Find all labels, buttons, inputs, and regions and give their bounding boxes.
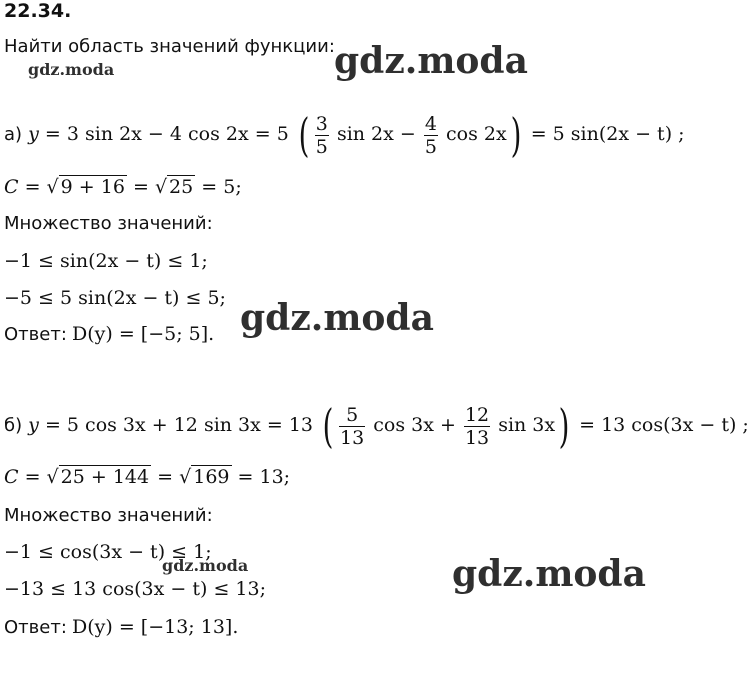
part-b-label: б) — [4, 415, 23, 436]
part-b-mid: cos 3x + — [373, 414, 456, 436]
fraction — [339, 404, 365, 449]
part-a-answer — [4, 323, 214, 345]
fraction-numerator: 12 — [464, 403, 490, 426]
radicand: 9 + 16 — [60, 176, 125, 198]
right-paren: ) — [510, 108, 522, 162]
part-a-lhs: 3 sin 2x − 4 cos 2x = 5 — [66, 123, 289, 145]
sqrt: √ 25 — [154, 176, 194, 198]
part-b-lhs: 5 cos 3x + 12 sin 3x = 13 — [66, 414, 314, 436]
c-end: = 13; — [237, 466, 291, 488]
part-a-inequality-1: −1 ≤ sin(2x − t) ≤ 1; — [4, 250, 208, 272]
task-statement: Найти область значений функции: — [4, 36, 335, 57]
part-a-tail: cos 2x — [446, 123, 507, 145]
part-a-inequality-2: −5 ≤ 5 sin(2x − t) ≤ 5; — [4, 287, 226, 309]
left-paren: ( — [322, 399, 334, 453]
part-b-tail: sin 3x — [498, 414, 556, 436]
watermark: gdz.moda — [334, 40, 528, 82]
answer-label: Ответ: — [4, 324, 67, 345]
fraction-numerator: 5 — [346, 403, 359, 426]
answer-value: D(y) = [−13; 13]. — [71, 616, 239, 638]
watermark: gdz.moda — [28, 60, 115, 79]
answer-value: D(y) = [−5; 5]. — [71, 323, 215, 345]
c-lhs: C = — [4, 176, 41, 198]
part-a-label: а) — [4, 124, 23, 145]
part-a-mid: sin 2x − — [336, 123, 416, 145]
c-lhs: C = — [4, 466, 41, 488]
radicand: 25 + 144 — [60, 466, 150, 488]
part-a-set-label: Множество значений: — [4, 213, 213, 234]
fraction-denominator: 5 — [315, 135, 328, 158]
watermark: gdz.moda — [162, 556, 249, 575]
fraction-denominator: 13 — [340, 426, 365, 449]
part-a-equation — [4, 108, 685, 160]
radicand: 25 — [169, 176, 194, 198]
fraction — [464, 404, 490, 449]
part-b-inequality-1: −1 ≤ cos(3x − t) ≤ 1; — [4, 541, 212, 563]
fraction-numerator: 4 — [424, 112, 437, 135]
fraction-denominator: 5 — [424, 135, 437, 158]
problem-number: 22.34. — [4, 0, 72, 22]
c-end: = 5; — [201, 176, 242, 198]
right-paren: ) — [558, 399, 570, 453]
part-b-equation — [4, 399, 749, 451]
part-b-result: = 13 cos(3x − t) ; — [579, 414, 749, 436]
sqrt: √ 9 + 16 — [46, 176, 125, 198]
part-b-eq: = — [44, 414, 61, 436]
answer-label: Ответ: — [4, 617, 67, 638]
fraction-numerator: 3 — [315, 112, 328, 135]
part-b-set-label: Множество значений: — [4, 505, 213, 526]
radicand: 169 — [193, 466, 230, 488]
part-b-inequality-2: −13 ≤ 13 cos(3x − t) ≤ 13; — [4, 578, 266, 600]
part-b-y: y — [28, 414, 39, 436]
sqrt: √ 25 + 144 — [46, 466, 150, 488]
part-a-y: y — [28, 123, 39, 145]
sqrt: √ 169 — [179, 466, 230, 488]
part-b-answer — [4, 616, 238, 638]
left-paren: ( — [298, 108, 310, 162]
part-a-eq: = — [44, 123, 61, 145]
part-b-amplitude — [4, 466, 290, 488]
watermark: gdz.moda — [452, 553, 646, 595]
fraction-denominator: 13 — [464, 426, 490, 449]
watermark: gdz.moda — [240, 297, 434, 339]
fraction — [424, 113, 438, 158]
c-eq: = — [157, 466, 174, 488]
fraction — [315, 113, 329, 158]
part-a-result: = 5 sin(2x − t) ; — [530, 123, 685, 145]
c-eq: = — [132, 176, 149, 198]
part-a-amplitude — [4, 176, 242, 198]
